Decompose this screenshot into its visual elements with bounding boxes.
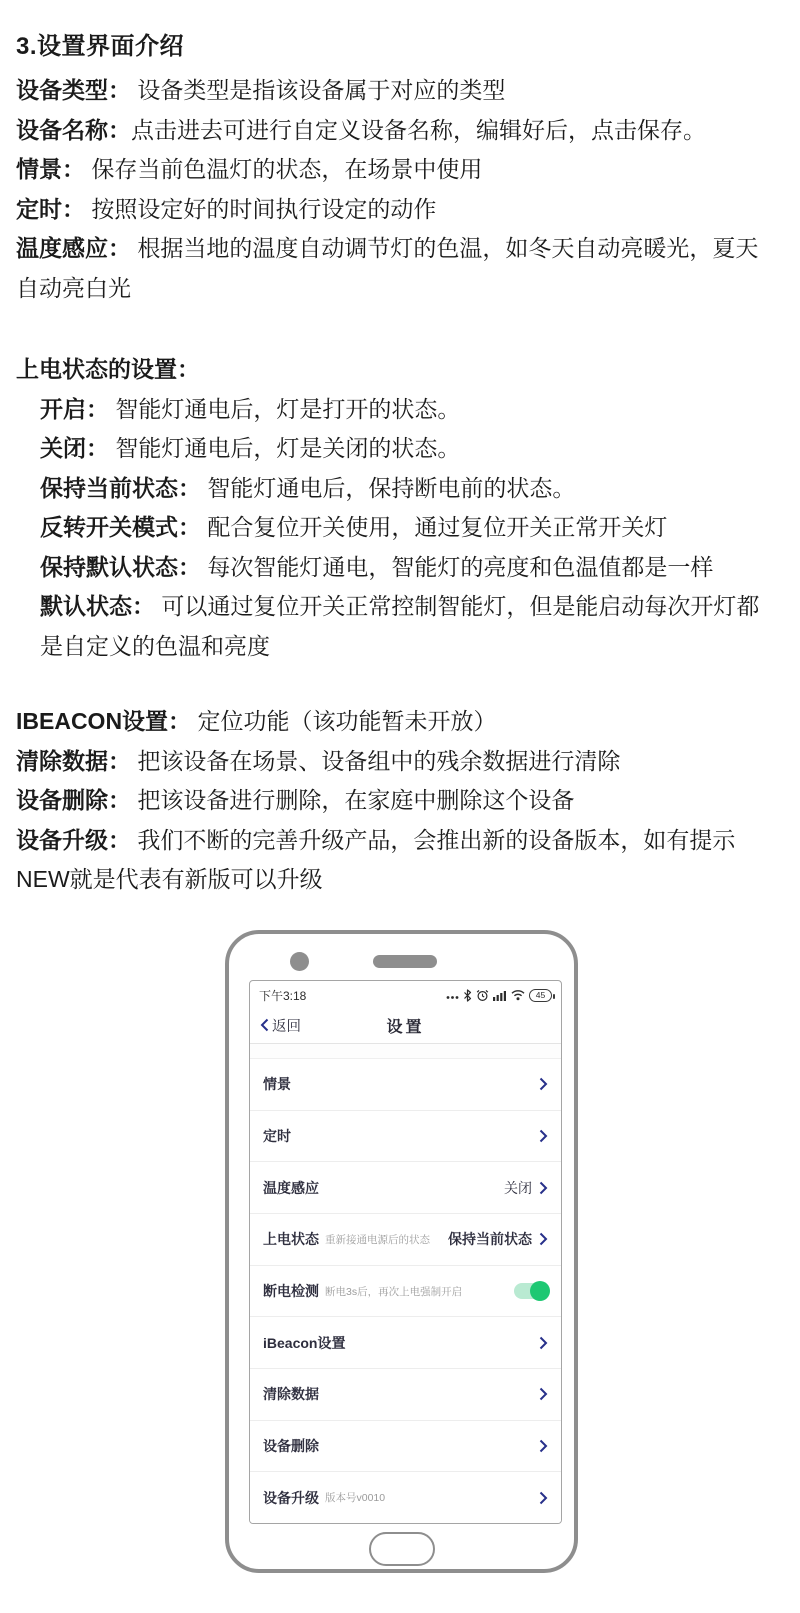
toggle-knob	[530, 1281, 550, 1301]
row-label: iBeacon设置	[263, 1334, 346, 1351]
term-label: 设备类型：	[16, 77, 131, 103]
other-section	[16, 702, 772, 900]
doc-paragraph	[16, 821, 772, 900]
chevron-left-icon	[260, 1018, 269, 1032]
camera-dot	[290, 952, 309, 971]
chevron-right-icon	[539, 1439, 548, 1453]
list-item-scene[interactable]	[250, 1059, 561, 1111]
row-label: 断电检测	[263, 1283, 319, 1300]
more-dots-icon	[446, 989, 459, 1002]
term-label: 默认状态：	[40, 593, 155, 619]
nav-bar	[250, 1007, 561, 1044]
doc-paragraph	[16, 742, 772, 782]
list-gap	[250, 1044, 561, 1059]
term-label: 关闭：	[40, 435, 109, 461]
term-text: 可以通过复位开关正常控制智能灯，但是能启动每次开灯都是自定义的色温和亮度	[40, 593, 760, 659]
term-label: 温度感应：	[16, 235, 131, 261]
chevron-right-icon	[539, 1181, 548, 1195]
row-label: 设备升级	[263, 1489, 319, 1506]
term-label: IBEACON设置：	[16, 708, 192, 734]
term-text: 配合复位开关使用，通过复位开关正常开关灯	[201, 514, 668, 540]
term-text: 我们不断的完善升级产品，会推出新的设备版本，如有提示NEW就是代表有新版可以升级	[16, 826, 736, 892]
doc-paragraph	[16, 781, 772, 821]
power-section-items	[40, 390, 772, 667]
term-text: 设备类型是指该设备属于对应的类型	[131, 77, 506, 103]
row-value: 保持当前状态	[448, 1231, 532, 1248]
list-item-power-off-detect[interactable]	[250, 1266, 561, 1318]
back-button[interactable]	[260, 1015, 301, 1036]
doc-paragraph	[40, 587, 772, 666]
row-subtitle: 断电3s后，再次上电强制开启	[325, 1285, 463, 1298]
term-label: 保持默认状态：	[40, 553, 201, 580]
list-item-ibeacon[interactable]	[250, 1317, 561, 1369]
chevron-right-icon	[539, 1077, 548, 1091]
doc-paragraph	[16, 702, 772, 742]
doc-paragraph	[16, 71, 772, 111]
term-label: 定时：	[16, 195, 85, 222]
term-label: 清除数据：	[16, 747, 131, 774]
doc-paragraph	[16, 190, 772, 230]
settings-list	[250, 1059, 561, 1523]
term-label: 情景：	[16, 156, 85, 182]
term-label: 开启：	[40, 395, 109, 422]
row-label: 情景	[263, 1076, 291, 1093]
status-bar	[250, 981, 561, 1007]
chevron-right-icon	[539, 1387, 548, 1401]
row-subtitle: 重新接通电源后的状态	[325, 1233, 430, 1246]
speaker-bar	[373, 955, 437, 968]
term-text: 智能灯通电后，保持断电前的状态。	[201, 474, 576, 501]
back-label: 返回	[272, 1018, 301, 1035]
list-item-clear-data[interactable]	[250, 1369, 561, 1421]
power-section-heading: 上电状态的设置：	[16, 356, 200, 382]
term-text: 点击进去可进行自定义设备名称，编辑好后，点击保存。	[131, 116, 706, 143]
phone-frame	[225, 930, 578, 1573]
term-text: 保存当前色温灯的状态，在场景中使用	[85, 156, 483, 182]
battery-icon	[529, 989, 552, 1002]
signal-icon	[493, 989, 507, 1002]
doc-paragraph	[40, 390, 772, 430]
term-label: 反转开关模式：	[40, 514, 201, 540]
doc-paragraph	[40, 469, 772, 509]
chevron-right-icon	[539, 1491, 548, 1505]
list-item-temperature-sense[interactable]	[250, 1162, 561, 1214]
status-time: 下午3:18	[259, 988, 307, 1003]
wifi-icon	[511, 989, 525, 1001]
row-label: 定时	[263, 1128, 291, 1144]
list-item-timer[interactable]	[250, 1111, 561, 1163]
row-label: 清除数据	[263, 1386, 319, 1403]
term-text: 把该设备在场景、设备组中的残余数据进行清除	[131, 747, 621, 774]
term-label: 设备删除：	[16, 787, 131, 813]
row-label: 上电状态	[263, 1231, 319, 1248]
status-icons	[446, 989, 552, 1002]
term-label: 设备名称：	[16, 116, 131, 143]
battery-percent: 45	[535, 990, 546, 1000]
alarm-icon	[476, 989, 489, 1002]
chevron-right-icon	[539, 1336, 548, 1350]
term-text: 定位功能（该功能暂未开放）	[191, 708, 497, 734]
row-label: 温度感应	[263, 1179, 319, 1196]
doc-paragraph	[40, 508, 772, 548]
row-value: 关闭	[504, 1179, 532, 1196]
chevron-right-icon	[539, 1129, 548, 1143]
doc-paragraph	[16, 150, 772, 190]
phone-screen	[249, 980, 562, 1524]
doc-paragraph	[16, 229, 772, 308]
row-subtitle: 版本号v0010	[325, 1492, 386, 1505]
doc-title: 3.设置界面介绍	[16, 33, 185, 60]
list-item-device-upgrade[interactable]	[250, 1472, 561, 1523]
term-text: 每次智能灯通电，智能灯的亮度和色温值都是一样	[201, 553, 714, 580]
doc-paragraph	[40, 429, 772, 469]
list-item-power-on-state[interactable]	[250, 1214, 561, 1266]
list-item-delete-device[interactable]	[250, 1421, 561, 1473]
term-label: 保持当前状态：	[40, 474, 201, 501]
home-button[interactable]	[369, 1532, 435, 1566]
chevron-right-icon	[539, 1232, 548, 1246]
toggle-switch-on[interactable]	[514, 1283, 548, 1299]
row-label: 设备删除	[263, 1438, 319, 1455]
bluetooth-icon	[463, 989, 472, 1002]
term-text: 智能灯通电后，灯是关闭的状态。	[109, 435, 461, 461]
doc-paragraph	[40, 548, 772, 588]
term-text: 智能灯通电后，灯是打开的状态。	[109, 395, 461, 422]
term-label: 设备升级：	[16, 826, 131, 853]
term-text: 按照设定好的时间执行设定的动作	[85, 195, 437, 222]
term-text: 把该设备进行删除，在家庭中删除这个设备	[131, 787, 575, 813]
doc-paragraph	[16, 111, 772, 151]
page-title: 设置	[386, 1018, 425, 1036]
term-text: 根据当地的温度自动调节灯的色温，如冬天自动亮暖光，夏天自动亮白光	[16, 235, 759, 301]
